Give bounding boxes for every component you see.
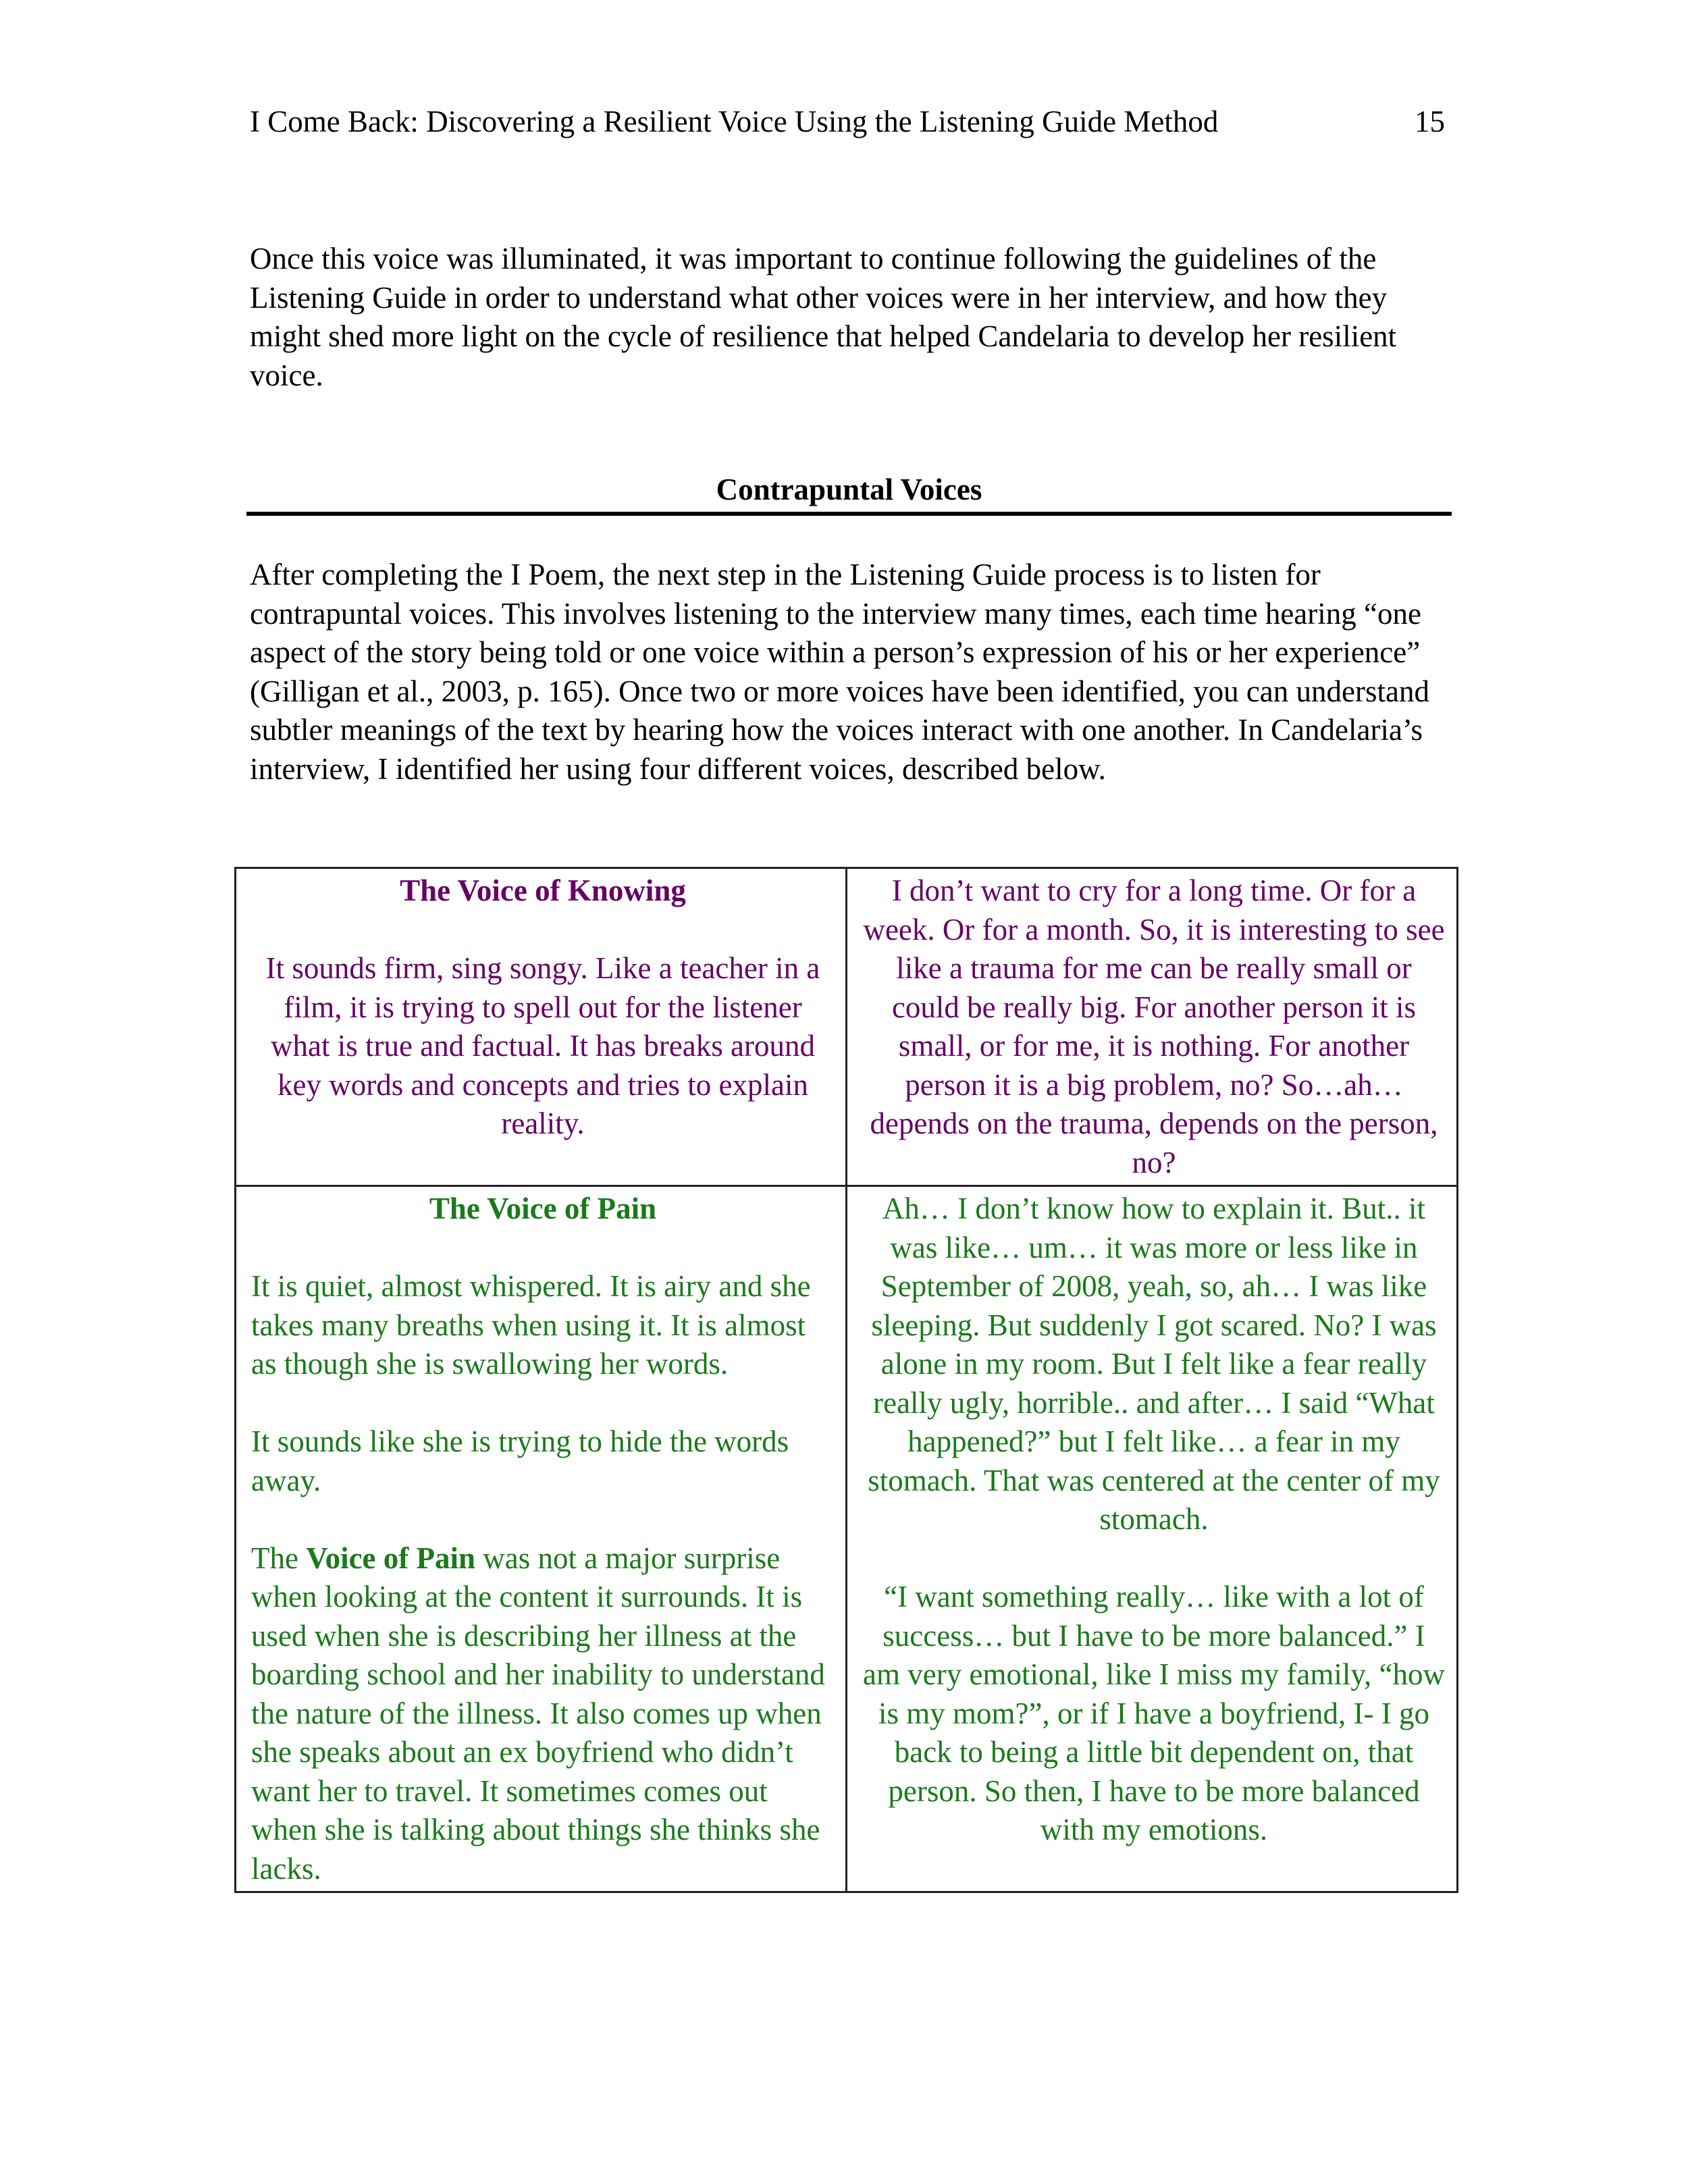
page-header bbox=[250, 101, 1445, 142]
voice-of-pain-emphasis: Voice of Pain bbox=[306, 1541, 476, 1575]
voice-of-pain-excerpt-1: Ah… I don’t know how to explain it. But.. it was like… um… it was more or less like in September of 2008, yeah, so, ah… I was like sleeping. But suddenly I got scared. No? I was alone in my room. But I felt like a fear really really ugly, horrible.. and after… I said “What happened?” but I felt like… a fear in my stomach. That was centered at the center of my stomach. bbox=[868, 1192, 1440, 1536]
voice-of-pain-description-cell bbox=[236, 1186, 847, 1892]
intro-paragraph: Once this voice was illuminated, it was important to continue following the guidelines of the Listening Guide in order to understand what other voices were in her interview, and how they might shed more light on the cycle of resilience that helped Candelaria to develop her resilient voice. bbox=[250, 242, 1397, 392]
section-heading: Contrapuntal Voices bbox=[716, 473, 982, 506]
voice-of-pain-excerpt-2: “I want something really… like with a lot of success… but I have to be more balanced.” I am very emotional, like I miss my family, “how is my mom?”, or if I have a boyfriend, I- I go back to being a little bit dependent on, that person. So then, I have to be more balanced with my emotions. bbox=[863, 1580, 1445, 1846]
voice-of-knowing-title: The Voice of Knowing bbox=[400, 874, 686, 907]
voice-of-knowing-excerpt: I don’t want to cry for a long time. Or for a week. Or for a month. So, it is interesting to see like a trauma for me can be really small or could be really big. For another person it is small, or for me, it is nothing. For another person it is a big problem, no? So…ah… depends on the trauma, depends on the person, no? bbox=[863, 874, 1445, 1179]
voice-of-pain-description-1: It is quiet, almost whispered. It is airy and she takes many breaths when using it. It is almost as though she is swallowing her words. bbox=[251, 1269, 811, 1381]
voice-of-pain-description-2: It sounds like she is trying to hide the words away. bbox=[251, 1424, 789, 1497]
table-row-voice-of-pain bbox=[236, 1186, 1458, 1892]
voices-table bbox=[234, 867, 1458, 1893]
voice-of-knowing-description-cell bbox=[236, 868, 847, 1186]
voice-of-pain-description-3-rest: was not a major surprise when looking at the content it surrounds. It is used when she is describing her illness at the boarding school and her inability to understand the nature of the illness. It also comes up when she speaks about an ex boyfriend who didn’t want her to travel. It sometimes comes out when she is talking about things she thinks she lacks. bbox=[251, 1541, 825, 1886]
running-title: I Come Back: Discovering a Resilient Voice Using the Listening Guide Method bbox=[250, 105, 1219, 138]
voice-of-pain-description-3 bbox=[251, 1539, 835, 1889]
voice-of-pain-title: The Voice of Pain bbox=[429, 1192, 657, 1225]
voice-of-pain-description-3-prefix: The bbox=[251, 1541, 307, 1575]
section-paragraph: After completing the I Poem, the next step in the Listening Guide process is to listen for contrapuntal voices. This involves listening to the interview many times, each time hearing “one aspect of the story being told or one voice within a person’s expression of his or her experience” (Gilligan et al., 2003, p. 165). Once two or more voices have been identified, you can understand subtler meanings of the text by hearing how the voices interact with one another. In Candelaria’s interview, I identified her using four different voices, described below. bbox=[250, 558, 1429, 786]
page-number: 15 bbox=[1415, 105, 1445, 138]
table-row-voice-of-knowing bbox=[236, 868, 1458, 1186]
voice-of-pain-excerpt-cell bbox=[847, 1186, 1458, 1892]
section-divider bbox=[246, 512, 1452, 516]
voice-of-knowing-excerpt-cell bbox=[847, 868, 1458, 1186]
voice-of-knowing-description: It sounds firm, sing songy. Like a teacher in a film, it is trying to spell out for the listener what is true and factual. It has breaks around key words and concepts and tries to explain reality. bbox=[265, 951, 820, 1140]
